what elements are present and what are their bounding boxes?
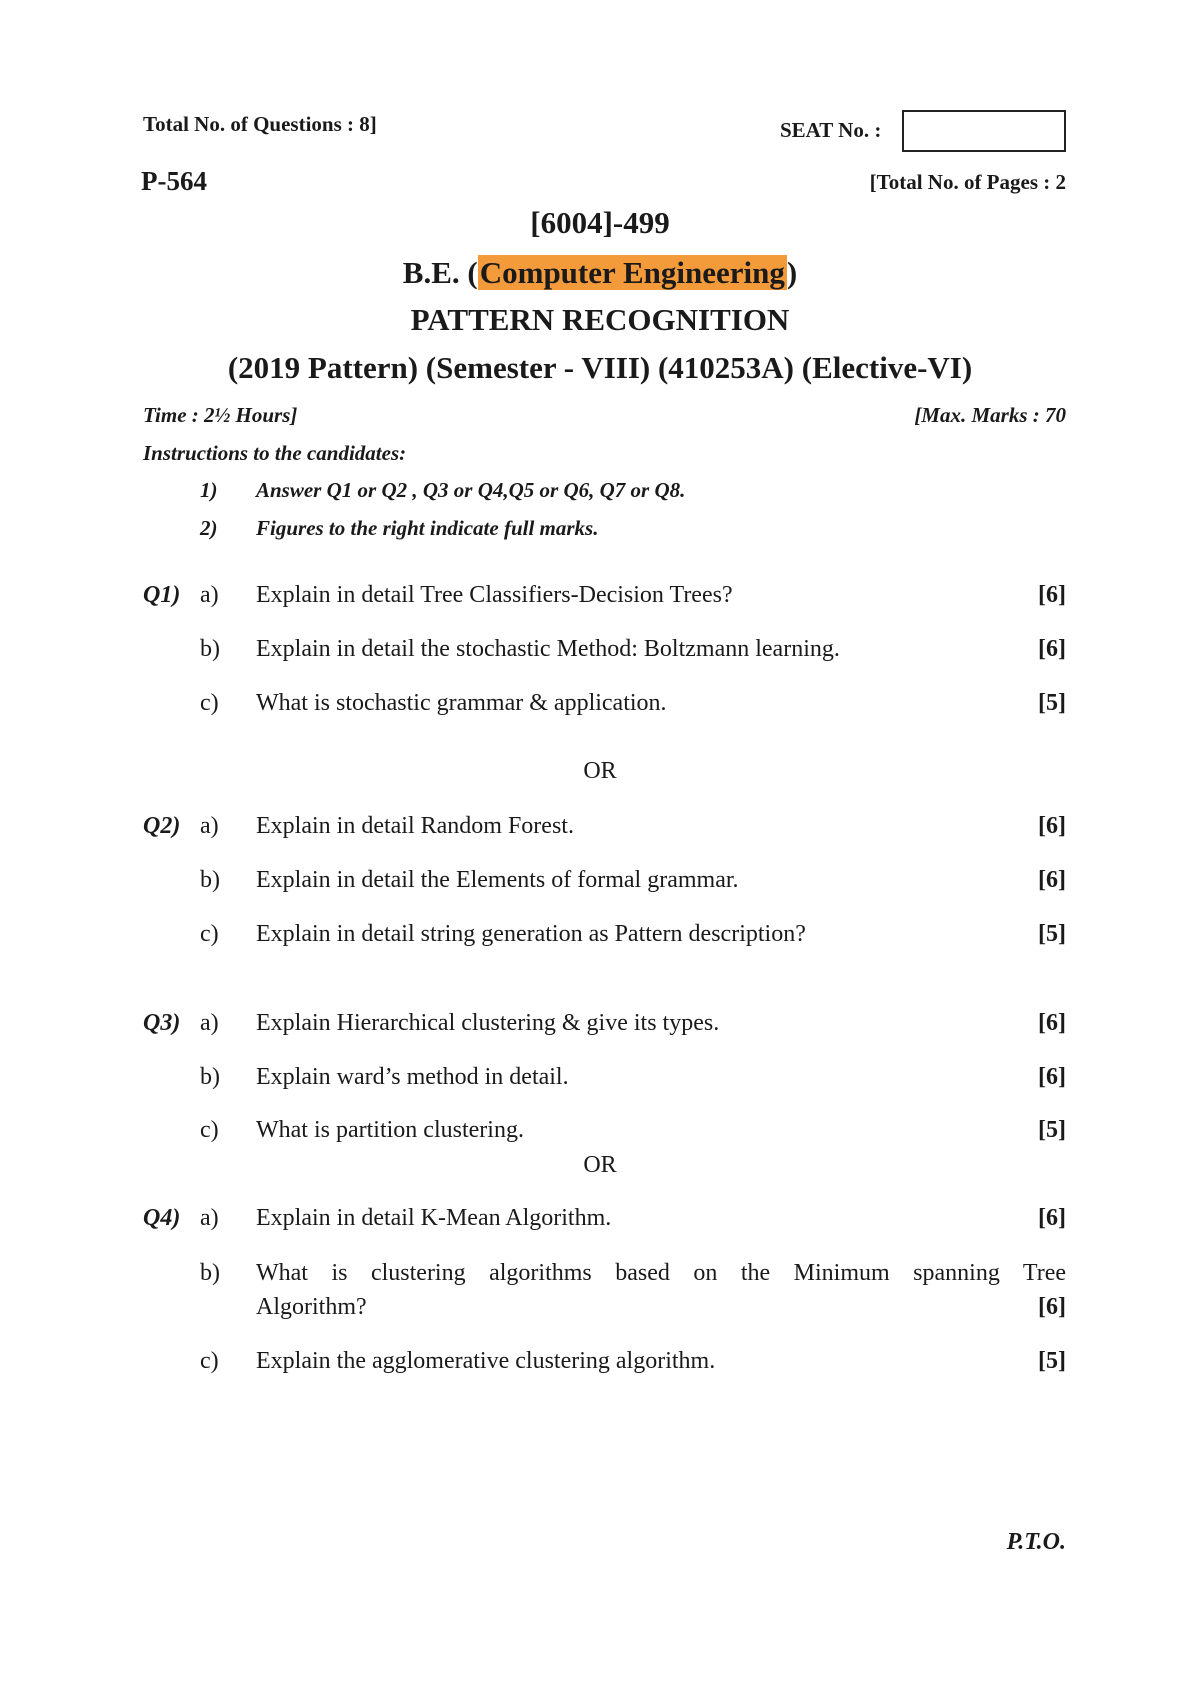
question-text: Explain in detail the Elements of formal grammar. (256, 867, 739, 893)
total-questions: Total No. of Questions : 8] (143, 112, 377, 136)
max-marks: [Max. Marks : 70 (914, 403, 1066, 427)
subpart-label: a) (200, 1010, 219, 1036)
subpart-label: a) (200, 582, 219, 608)
or-separator: OR (583, 1152, 617, 1178)
question-marks: [5] (1038, 690, 1066, 716)
question-label: Q2) (143, 813, 181, 839)
paper-code: P-564 (141, 166, 207, 196)
seat-number-box (902, 110, 1066, 152)
degree-branch-highlight: Computer Engineering (479, 255, 785, 290)
question-marks: [6] (1038, 1205, 1066, 1231)
pattern-line: (2019 Pattern) (Semester - VIII) (410253A) (Elective-VI) (227, 350, 973, 385)
degree-title (0, 255, 1200, 291)
question-marks: [6] (1038, 1010, 1066, 1036)
question-text: What is stochastic grammar & application. (256, 690, 667, 716)
total-pages: [Total No. of Pages : 2 (869, 170, 1066, 194)
subpart-label: c) (200, 690, 219, 716)
subject-title: PATTERN RECOGNITION (410, 302, 790, 337)
question-text: Explain in detail Tree Classifiers-Decision Trees? (256, 582, 733, 608)
question-label: Q3) (143, 1010, 181, 1036)
subpart-label: b) (200, 636, 220, 662)
exam-code: [6004]-499 (530, 205, 670, 240)
question-text: Explain Hierarchical clustering & give its types. (256, 1010, 720, 1036)
question-text: Explain in detail string generation as Pattern description? (256, 921, 806, 947)
question-text: Explain the agglomerative clustering algorithm. (256, 1348, 716, 1374)
question-marks: [6] (1038, 1064, 1066, 1090)
question-marks: [5] (1038, 1117, 1066, 1143)
question-text: What is clustering algorithms based on the Minimum spanning Tree (256, 1260, 1066, 1286)
subpart-label: b) (200, 1064, 220, 1090)
instruction-text: Answer Q1 or Q2 , Q3 or Q4,Q5 or Q6, Q7 or Q8. (256, 478, 686, 502)
instruction-number: 1) (200, 478, 218, 502)
question-text: What is partition clustering. (256, 1117, 524, 1143)
subpart-label: c) (200, 1348, 219, 1374)
subpart-label: c) (200, 921, 219, 947)
question-marks: [5] (1038, 921, 1066, 947)
question-marks: [6] (1038, 636, 1066, 662)
question-label: Q1) (143, 582, 181, 608)
question-text: Explain in detail Random Forest. (256, 813, 574, 839)
question-marks: [6] (1038, 867, 1066, 893)
question-text: Explain in detail K-Mean Algorithm. (256, 1205, 612, 1231)
or-separator: OR (583, 758, 617, 784)
question-text: Explain in detail the stochastic Method: Boltzmann learning. (256, 636, 840, 662)
pto-label: P.T.O. (1006, 1529, 1066, 1555)
question-marks: [5] (1038, 1348, 1066, 1374)
instruction-number: 2) (200, 516, 218, 540)
degree-suffix: ) (786, 255, 798, 290)
question-label: Q4) (143, 1205, 181, 1231)
question-text: Explain ward’s method in detail. (256, 1064, 569, 1090)
subpart-label: b) (200, 1260, 220, 1286)
subpart-label: a) (200, 813, 219, 839)
instructions-title: Instructions to the candidates: (143, 441, 407, 465)
question-marks: [6] (1038, 582, 1066, 608)
instruction-text: Figures to the right indicate full marks. (256, 516, 599, 540)
question-text-continued: Algorithm? (256, 1294, 367, 1320)
exam-time: Time : 2½ Hours] (143, 403, 298, 427)
subpart-label: a) (200, 1205, 219, 1231)
subpart-label: c) (200, 1117, 219, 1143)
degree-prefix: B.E. ( (402, 255, 478, 290)
subpart-label: b) (200, 867, 220, 893)
seat-label: SEAT No. : (780, 118, 882, 142)
question-marks: [6] (1038, 813, 1066, 839)
question-marks: [6] (1038, 1294, 1066, 1320)
